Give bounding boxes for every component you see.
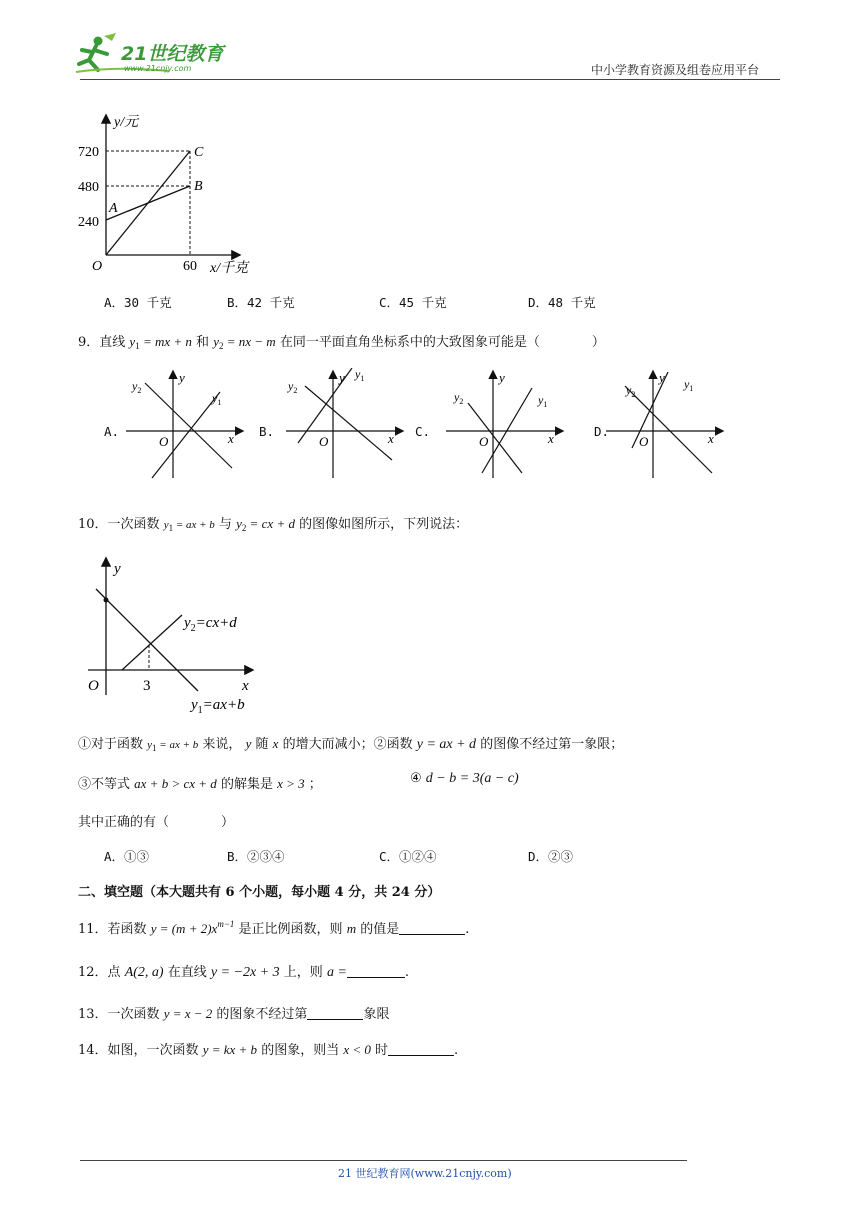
logo-url: www.21cnjy.com: [124, 64, 192, 73]
q9-option-d: D.: [594, 424, 610, 439]
fig10-y-label: y: [114, 561, 121, 577]
fig8-point-b: B: [194, 179, 203, 194]
q10-stem: 10．一次函数 $y_1$ = ax + b 与 $y_2$ = cx + d 的图像如图所示，下列说法：: [78, 516, 469, 533]
q9-origin-label: O: [319, 434, 329, 449]
q9-y1-label: $y_1$: [684, 377, 694, 393]
fig8-x-label: x/千克: [210, 261, 249, 276]
q9-graph-c: [440, 368, 566, 480]
fig8-tick-60: 60: [183, 259, 197, 274]
q13-answer-blank[interactable]: [307, 1007, 363, 1020]
fig10-x-label: x: [242, 678, 249, 694]
q9-y2-label: $y_2$: [132, 379, 142, 395]
q9-y-axis-label: y: [499, 370, 505, 385]
q9-y1-label: $y_1$: [538, 393, 548, 409]
q11-answer-blank[interactable]: [399, 922, 465, 935]
logo-text: 21世纪教育: [121, 43, 224, 65]
q9-x-axis-label: x: [388, 431, 394, 446]
q14-answer-blank[interactable]: [388, 1043, 454, 1056]
q9-stem: 9．直线 $y_1$ = mx + n 和 $y_2$ = nx − m 在同一平面直角坐标系中的大致图象可能是（ ）: [78, 334, 605, 351]
q11: 11．若函数 $y = (m + 2)x^{m-1}$ 是正比例函数，则 m 的值是 .: [78, 919, 470, 937]
header-rule: [80, 79, 780, 80]
q9-y-axis-label: y: [339, 370, 345, 385]
q9-option-b: B.: [259, 424, 275, 439]
q10-statement-1-2: ①对于函数 $y_1$ = ax + b 来说， y 随 x 的增大而减小；②函数 y = ax + d 的图像不经过第一象限；: [78, 736, 624, 753]
q10-option-b: B．②③④: [227, 849, 285, 864]
fig8-tick-240: 240: [78, 215, 99, 230]
q9-origin-label: O: [479, 434, 489, 449]
fig8-origin: O: [92, 259, 103, 274]
q9-y2-label: $y_2$: [626, 383, 636, 399]
q9-graph-d: [600, 368, 726, 480]
q9-origin-label: O: [159, 434, 169, 449]
q9-y2-label: $y_2$: [454, 390, 464, 406]
q8-option-a: A．30 千克: [104, 295, 172, 310]
q9-y1-label: $y_1$: [212, 391, 222, 407]
footer-text: 21 世纪教育网(www.21cnjy.com): [338, 1167, 512, 1180]
q9-x-axis-label: x: [228, 431, 234, 446]
q13: 13．一次函数 y = x − 2 的图象不经过第 象限: [78, 1006, 390, 1022]
q8-option-c: C．45 千克: [379, 295, 447, 310]
q14: 14．如图，一次函数 y = kx + b 的图象，则当 x < 0 时 .: [78, 1042, 459, 1058]
q8-option-d: D．48 千克: [528, 295, 596, 310]
q10-option-c: C．①②④: [379, 849, 437, 864]
q9-option-c: C.: [415, 424, 431, 439]
fig10-origin: O: [88, 678, 99, 694]
q9-y1-label: $y_1$: [355, 368, 365, 383]
q10-option-d: D．②③: [528, 849, 574, 864]
svg-text:y2=cx+d: $y_2=cx+d$: [184, 615, 237, 634]
q10-option-a: A．①③: [104, 849, 150, 864]
section-2-heading: 二、填空题（本大题共有 6 个小题，每小题 4 分，共 24 分）: [78, 885, 441, 900]
q9-y2-label: $y_2$: [288, 379, 298, 395]
fig8-tick-480: 480: [78, 180, 99, 195]
footer-rule: [80, 1160, 687, 1161]
q10-statement-4: ④ d − b = 3(a − c): [410, 771, 519, 786]
q9-x-axis-label: x: [708, 431, 714, 446]
svg-text:y1=ax+b: $y_1=ax+b$: [191, 697, 245, 715]
fig8-point-a: A: [109, 201, 118, 216]
fig8-point-c: C: [194, 145, 204, 160]
platform-name: 中小学教育资源及组卷应用平台: [591, 63, 760, 77]
q9-y-axis-label: y: [179, 370, 185, 385]
fig8-tick-720: 720: [78, 145, 99, 160]
q9-option-a: A.: [104, 424, 120, 439]
q10-graph: [84, 555, 274, 715]
fig8-y-label: y/元: [114, 115, 139, 130]
q8-graph: [74, 108, 264, 280]
q9-graph-a: [120, 368, 246, 480]
q9-origin-label: O: [639, 434, 649, 449]
q10-statement-3-4: ③不等式 ax + b > cx + d 的解集是 x > 3 ；: [78, 776, 322, 792]
q12-answer-blank[interactable]: [347, 965, 405, 978]
q12: 12．点 A(2, a) 在直线 y = −2x + 3 上，则 a = .: [78, 965, 410, 980]
q9-y-axis-label: y: [659, 370, 665, 385]
q8-option-b: B．42 千克: [227, 295, 295, 310]
fig10-tick-3: 3: [143, 678, 151, 694]
q9-x-axis-label: x: [548, 431, 554, 446]
fig10-y2-label: y: [184, 615, 191, 631]
q9-graph-b: [280, 368, 406, 480]
fig10-y1-label: y: [191, 697, 198, 713]
q10-question: 其中正确的有（ ）: [78, 815, 235, 830]
